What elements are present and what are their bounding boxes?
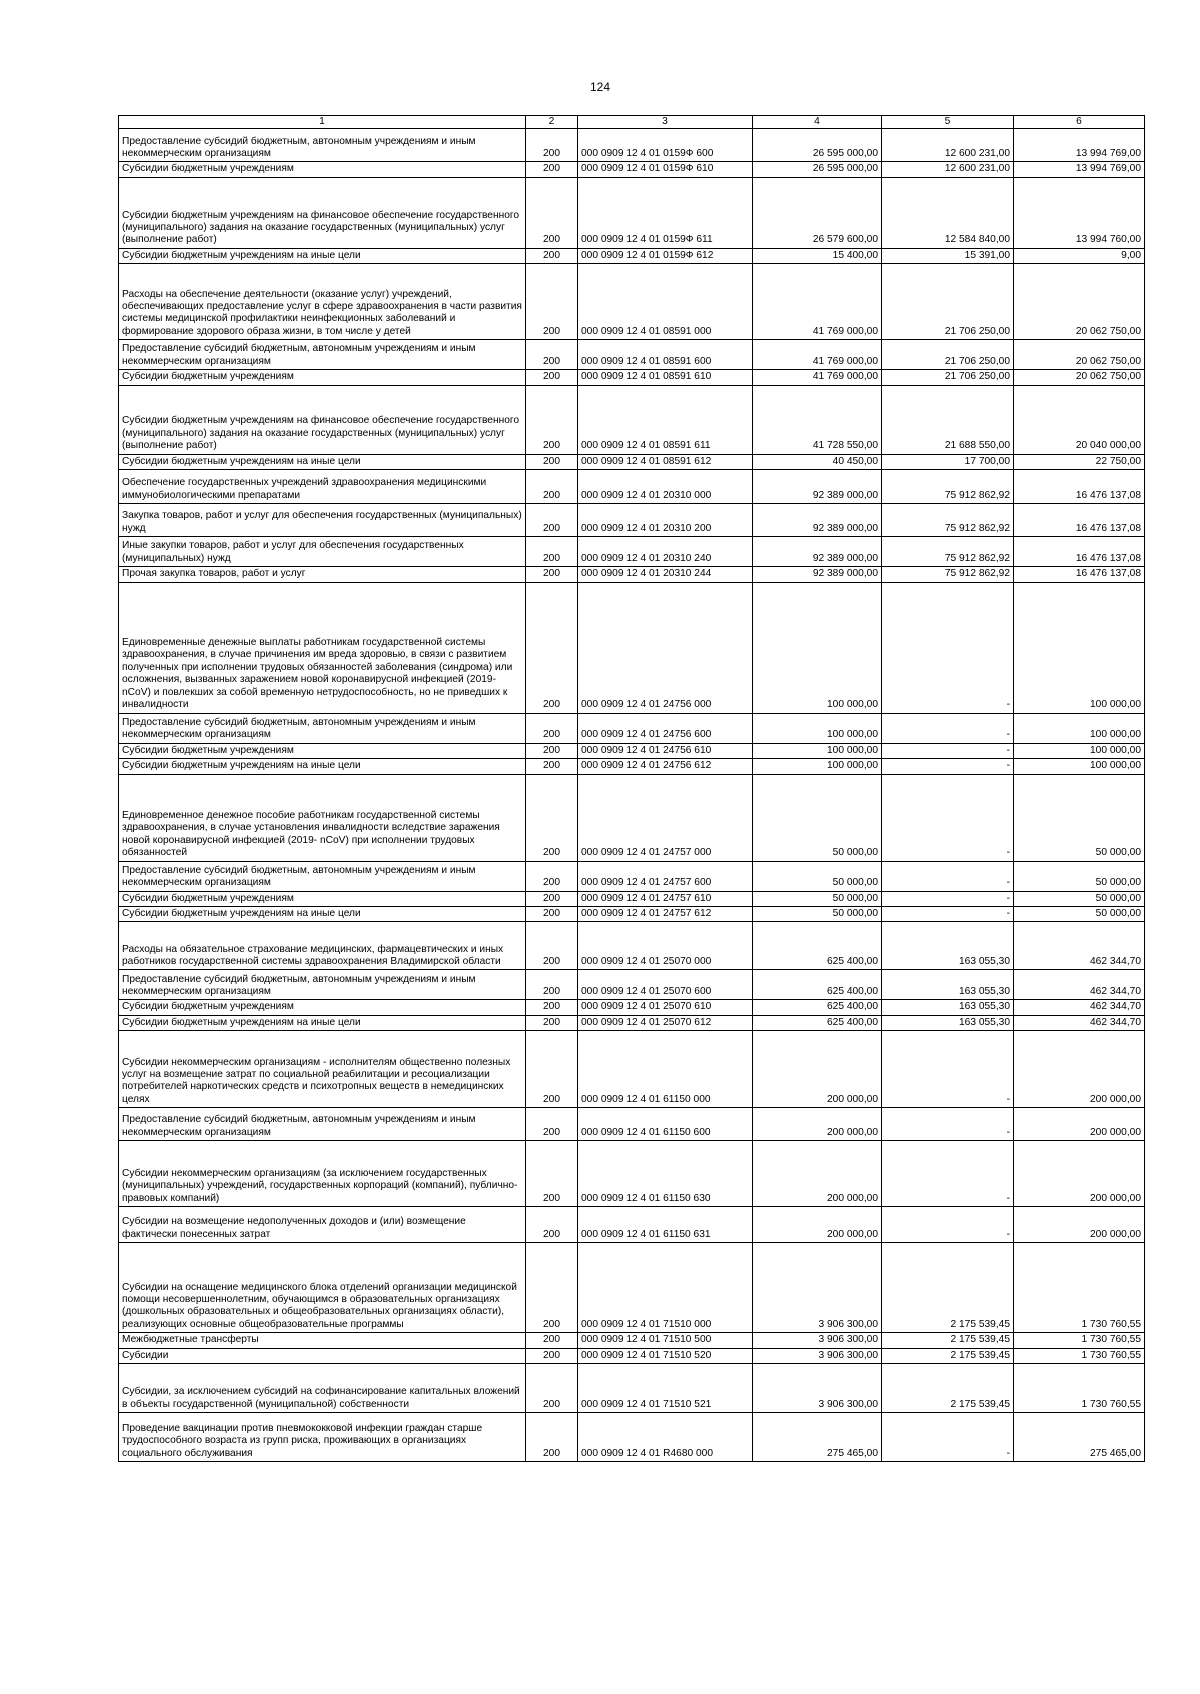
row-column5-amount-cell: 163 055,30: [882, 1015, 1014, 1030]
row-column6-amount-cell: 1 730 760,55: [1014, 1243, 1145, 1333]
row-column6-amount-cell: 13 994 769,00: [1014, 162, 1145, 177]
budget-table: [118, 115, 1145, 1462]
row-column6-amount-cell: 9,00: [1014, 248, 1145, 263]
row-column6-amount-cell: 13 994 769,00: [1014, 129, 1145, 162]
row-column6-amount-cell: 1 730 760,55: [1014, 1364, 1145, 1413]
row-column6-amount-cell: 20 062 750,00: [1014, 264, 1145, 340]
row-classification-code-cell: 000 0909 12 4 01 20310 240: [578, 537, 753, 567]
row-column5-amount-cell: 21 688 550,00: [882, 385, 1014, 454]
header-cell: 1: [119, 116, 526, 129]
row-classification-code-cell: 000 0909 12 4 01 24757 000: [578, 774, 753, 861]
row-column6-amount-cell: 22 750,00: [1014, 454, 1145, 469]
row-column4-amount-cell: 3 906 300,00: [753, 1333, 882, 1348]
row-column4-amount-cell: 50 000,00: [753, 861, 882, 891]
page-number: 124: [589, 80, 611, 94]
row-admin-code-cell: 200: [526, 1348, 578, 1363]
row-column4-amount-cell: 625 400,00: [753, 922, 882, 970]
table-row: [119, 162, 1145, 177]
row-name-cell: Прочая закупка товаров, работ и услуг: [119, 567, 526, 582]
row-admin-code-cell: 200: [526, 537, 578, 567]
row-column6-amount-cell: 16 476 137,08: [1014, 470, 1145, 504]
row-column4-amount-cell: 92 389 000,00: [753, 567, 882, 582]
row-column5-amount-cell: 163 055,30: [882, 922, 1014, 970]
row-column5-amount-cell: -: [882, 891, 1014, 906]
row-admin-code-cell: 200: [526, 582, 578, 713]
row-column6-amount-cell: 16 476 137,08: [1014, 504, 1145, 537]
table-row: [119, 1015, 1145, 1030]
row-classification-code-cell: 000 0909 12 4 01 24757 610: [578, 891, 753, 906]
row-column5-amount-cell: -: [882, 774, 1014, 861]
row-column4-amount-cell: 40 450,00: [753, 454, 882, 469]
row-admin-code-cell: 200: [526, 1000, 578, 1015]
table-row: [119, 922, 1145, 970]
row-name-cell: Субсидии бюджетным учреждениям: [119, 370, 526, 385]
row-column6-amount-cell: 462 344,70: [1014, 970, 1145, 1000]
row-admin-code-cell: 200: [526, 1364, 578, 1413]
row-column4-amount-cell: 625 400,00: [753, 1015, 882, 1030]
row-classification-code-cell: 000 0909 12 4 01 25070 000: [578, 922, 753, 970]
row-column6-amount-cell: 50 000,00: [1014, 774, 1145, 861]
table-row: [119, 1000, 1145, 1015]
table-row: [119, 1108, 1145, 1141]
table-row: [119, 177, 1145, 248]
row-classification-code-cell: 000 0909 12 4 01 0159Ф 610: [578, 162, 753, 177]
table-row: [119, 774, 1145, 861]
row-classification-code-cell: 000 0909 12 4 01 24757 600: [578, 861, 753, 891]
row-column5-amount-cell: 2 175 539,45: [882, 1243, 1014, 1333]
row-name-cell: Субсидии бюджетным учреждениям: [119, 891, 526, 906]
row-admin-code-cell: 200: [526, 861, 578, 891]
row-classification-code-cell: 000 0909 12 4 01 71510 521: [578, 1364, 753, 1413]
table-row: [119, 861, 1145, 891]
row-column6-amount-cell: 16 476 137,08: [1014, 537, 1145, 567]
row-name-cell: Предоставление субсидий бюджетным, автономным учреждениям и иным некоммерческим организациям: [119, 129, 526, 162]
row-column6-amount-cell: 50 000,00: [1014, 906, 1145, 921]
row-classification-code-cell: 000 0909 12 4 01 24756 610: [578, 743, 753, 758]
row-column5-amount-cell: 15 391,00: [882, 248, 1014, 263]
table-row: [119, 129, 1145, 162]
row-admin-code-cell: 200: [526, 713, 578, 743]
row-column5-amount-cell: 12 600 231,00: [882, 162, 1014, 177]
row-admin-code-cell: 200: [526, 906, 578, 921]
row-name-cell: Субсидии бюджетным учреждениям на иные цели: [119, 454, 526, 469]
row-classification-code-cell: 000 0909 12 4 01 24756 000: [578, 582, 753, 713]
row-column6-amount-cell: 200 000,00: [1014, 1108, 1145, 1141]
row-classification-code-cell: 000 0909 12 4 01 08591 611: [578, 385, 753, 454]
row-column6-amount-cell: 100 000,00: [1014, 759, 1145, 774]
row-name-cell: Предоставление субсидий бюджетным, автономным учреждениям и иным некоммерческим организациям: [119, 713, 526, 743]
row-classification-code-cell: 000 0909 12 4 01 25070 600: [578, 970, 753, 1000]
header-cell: 3: [578, 116, 753, 129]
row-column5-amount-cell: -: [882, 1413, 1014, 1462]
row-classification-code-cell: 000 0909 12 4 01 0159Ф 612: [578, 248, 753, 263]
row-classification-code-cell: 000 0909 12 4 01 25070 612: [578, 1015, 753, 1030]
row-admin-code-cell: 200: [526, 1031, 578, 1108]
row-name-cell: Субсидии на возмещение недополученных доходов и (или) возмещение фактически понесенных затрат: [119, 1207, 526, 1243]
row-column6-amount-cell: 200 000,00: [1014, 1031, 1145, 1108]
row-classification-code-cell: 000 0909 12 4 01 24757 612: [578, 906, 753, 921]
table-row: [119, 891, 1145, 906]
row-admin-code-cell: 200: [526, 385, 578, 454]
row-column4-amount-cell: 200 000,00: [753, 1031, 882, 1108]
row-column5-amount-cell: 12 584 840,00: [882, 177, 1014, 248]
row-name-cell: Субсидии на оснащение медицинского блока отделений организации медицинской помощи несовершеннолетним, обучающимся в образовательных организациях (дошкольных образовательных и общеобразовательных организациях области), реализующих основные общеобразовательные программы: [119, 1243, 526, 1333]
row-admin-code-cell: 200: [526, 1141, 578, 1207]
row-column4-amount-cell: 200 000,00: [753, 1141, 882, 1207]
row-admin-code-cell: 200: [526, 177, 578, 248]
row-name-cell: Предоставление субсидий бюджетным, автономным учреждениям и иным некоммерческим организациям: [119, 970, 526, 1000]
row-classification-code-cell: 000 0909 12 4 01 61150 631: [578, 1207, 753, 1243]
table-row: [119, 567, 1145, 582]
row-column5-amount-cell: -: [882, 1141, 1014, 1207]
row-column5-amount-cell: -: [882, 713, 1014, 743]
row-admin-code-cell: 200: [526, 759, 578, 774]
row-column6-amount-cell: 1 730 760,55: [1014, 1333, 1145, 1348]
row-name-cell: Единовременное денежное пособие работникам государственной системы здравоохранения, в случае установления инвалидности вследствие заражения новой коронавирусной инфекцией (2019- nCoV) при исполнении трудовых обязанностей: [119, 774, 526, 861]
row-column5-amount-cell: 21 706 250,00: [882, 264, 1014, 340]
row-column6-amount-cell: 100 000,00: [1014, 582, 1145, 713]
row-name-cell: Субсидии бюджетным учреждениям: [119, 162, 526, 177]
row-classification-code-cell: 000 0909 12 4 01 71510 500: [578, 1333, 753, 1348]
row-admin-code-cell: 200: [526, 1243, 578, 1333]
row-name-cell: Субсидии бюджетным учреждениям на финансовое обеспечение государственного (муниципального) задания на оказание государственных (муниципальных) услуг (выполнение работ): [119, 385, 526, 454]
row-admin-code-cell: 200: [526, 1413, 578, 1462]
row-column5-amount-cell: 17 700,00: [882, 454, 1014, 469]
row-column4-amount-cell: 50 000,00: [753, 774, 882, 861]
row-classification-code-cell: 000 0909 12 4 01 08591 610: [578, 370, 753, 385]
table-row: [119, 1141, 1145, 1207]
table-row: [119, 1207, 1145, 1243]
row-column4-amount-cell: 26 595 000,00: [753, 129, 882, 162]
row-column6-amount-cell: 20 062 750,00: [1014, 340, 1145, 370]
row-name-cell: Проведение вакцинации против пневмококковой инфекции граждан старше трудоспособного возраста из групп риска, проживающих в организациях социального обслуживания: [119, 1413, 526, 1462]
row-classification-code-cell: 000 0909 12 4 01 24756 600: [578, 713, 753, 743]
table-row: [119, 370, 1145, 385]
row-column5-amount-cell: -: [882, 861, 1014, 891]
row-column5-amount-cell: 163 055,30: [882, 1000, 1014, 1015]
row-classification-code-cell: 000 0909 12 4 01 25070 610: [578, 1000, 753, 1015]
table-row: [119, 743, 1145, 758]
row-column6-amount-cell: 20 062 750,00: [1014, 370, 1145, 385]
row-column4-amount-cell: 26 579 600,00: [753, 177, 882, 248]
row-column6-amount-cell: 462 344,70: [1014, 1015, 1145, 1030]
row-admin-code-cell: 200: [526, 1108, 578, 1141]
row-column5-amount-cell: 2 175 539,45: [882, 1364, 1014, 1413]
header-cell: 2: [526, 116, 578, 129]
row-admin-code-cell: 200: [526, 470, 578, 504]
row-classification-code-cell: 000 0909 12 4 01 61150 000: [578, 1031, 753, 1108]
row-column4-amount-cell: 92 389 000,00: [753, 470, 882, 504]
row-admin-code-cell: 200: [526, 370, 578, 385]
table-row: [119, 504, 1145, 537]
row-column4-amount-cell: 92 389 000,00: [753, 504, 882, 537]
row-column6-amount-cell: 100 000,00: [1014, 713, 1145, 743]
row-column6-amount-cell: 1 730 760,55: [1014, 1348, 1145, 1363]
row-name-cell: Закупка товаров, работ и услуг для обеспечения государственных (муниципальных) нужд: [119, 504, 526, 537]
row-admin-code-cell: 200: [526, 743, 578, 758]
row-column5-amount-cell: 75 912 862,92: [882, 470, 1014, 504]
row-name-cell: Межбюджетные трансферты: [119, 1333, 526, 1348]
row-column6-amount-cell: 200 000,00: [1014, 1141, 1145, 1207]
row-column6-amount-cell: 20 040 000,00: [1014, 385, 1145, 454]
table-row: [119, 1348, 1145, 1363]
table-row: [119, 759, 1145, 774]
row-column4-amount-cell: 50 000,00: [753, 891, 882, 906]
row-column6-amount-cell: 275 465,00: [1014, 1413, 1145, 1462]
row-column4-amount-cell: 41 769 000,00: [753, 370, 882, 385]
table-header-row: [119, 116, 1145, 129]
row-classification-code-cell: 000 0909 12 4 01 71510 520: [578, 1348, 753, 1363]
row-classification-code-cell: 000 0909 12 4 01 20310 000: [578, 470, 753, 504]
row-column6-amount-cell: 13 994 760,00: [1014, 177, 1145, 248]
row-name-cell: Субсидии бюджетным учреждениям: [119, 743, 526, 758]
row-name-cell: Расходы на обеспечение деятельности (оказание услуг) учреждений, обеспечивающих предоставление услуг в сфере здравоохранения в части развития системы медицинской профилактики неинфекционных заболеваний и формирование здорового образа жизни, в том числе у детей: [119, 264, 526, 340]
row-name-cell: Субсидии бюджетным учреждениям на иные цели: [119, 248, 526, 263]
row-admin-code-cell: 200: [526, 922, 578, 970]
row-column4-amount-cell: 625 400,00: [753, 1000, 882, 1015]
row-name-cell: Субсидии некоммерческим организациям - исполнителям общественно полезных услуг на возмещение затрат по социальной реабилитации и ресоциализации потребителей наркотических средств и психотропных веществ в немедицинских целях: [119, 1031, 526, 1108]
row-column4-amount-cell: 41 769 000,00: [753, 264, 882, 340]
row-classification-code-cell: 000 0909 12 4 01 0159Ф 600: [578, 129, 753, 162]
row-column4-amount-cell: 100 000,00: [753, 582, 882, 713]
row-classification-code-cell: 000 0909 12 4 01 08591 612: [578, 454, 753, 469]
row-name-cell: Субсидии бюджетным учреждениям на иные цели: [119, 906, 526, 921]
row-admin-code-cell: 200: [526, 970, 578, 1000]
row-name-cell: Предоставление субсидий бюджетным, автономным учреждениям и иным некоммерческим организациям: [119, 1108, 526, 1141]
row-column5-amount-cell: 163 055,30: [882, 970, 1014, 1000]
table-row: [119, 248, 1145, 263]
row-admin-code-cell: 200: [526, 1333, 578, 1348]
row-admin-code-cell: 200: [526, 567, 578, 582]
row-column4-amount-cell: 3 906 300,00: [753, 1348, 882, 1363]
table-body: [119, 129, 1145, 1462]
row-admin-code-cell: 200: [526, 129, 578, 162]
row-classification-code-cell: 000 0909 12 4 01 20310 244: [578, 567, 753, 582]
row-column5-amount-cell: -: [882, 906, 1014, 921]
row-column4-amount-cell: 50 000,00: [753, 906, 882, 921]
row-admin-code-cell: 200: [526, 891, 578, 906]
row-name-cell: Субсидии бюджетным учреждениям на финансовое обеспечение государственного (муниципального) задания на оказание государственных (муниципальных) услуг (выполнение работ): [119, 177, 526, 248]
row-column4-amount-cell: 100 000,00: [753, 713, 882, 743]
row-column6-amount-cell: 50 000,00: [1014, 861, 1145, 891]
row-admin-code-cell: 200: [526, 454, 578, 469]
table-row: [119, 713, 1145, 743]
row-name-cell: Субсидии бюджетным учреждениям на иные цели: [119, 759, 526, 774]
table-row: [119, 454, 1145, 469]
header-cell: 4: [753, 116, 882, 129]
row-name-cell: Субсидии бюджетным учреждениям: [119, 1000, 526, 1015]
row-name-cell: Субсидии: [119, 1348, 526, 1363]
row-name-cell: Предоставление субсидий бюджетным, автономным учреждениям и иным некоммерческим организациям: [119, 861, 526, 891]
table-row: [119, 1243, 1145, 1333]
row-column6-amount-cell: 200 000,00: [1014, 1207, 1145, 1243]
row-admin-code-cell: 200: [526, 248, 578, 263]
row-column4-amount-cell: 100 000,00: [753, 759, 882, 774]
row-column4-amount-cell: 275 465,00: [753, 1413, 882, 1462]
row-column4-amount-cell: 41 728 550,00: [753, 385, 882, 454]
row-name-cell: Субсидии некоммерческим организациям (за исключением государственных (муниципальных) учреждений, государственных корпораций (компаний), публично-правовых компаний): [119, 1141, 526, 1207]
table-row: [119, 470, 1145, 504]
row-column6-amount-cell: 16 476 137,08: [1014, 567, 1145, 582]
row-column4-amount-cell: 92 389 000,00: [753, 537, 882, 567]
table-row: [119, 385, 1145, 454]
header-cell: 6: [1014, 116, 1145, 129]
row-admin-code-cell: 200: [526, 162, 578, 177]
row-column5-amount-cell: 21 706 250,00: [882, 370, 1014, 385]
row-classification-code-cell: 000 0909 12 4 01 61150 600: [578, 1108, 753, 1141]
row-column5-amount-cell: -: [882, 1108, 1014, 1141]
table-row: [119, 1364, 1145, 1413]
row-column5-amount-cell: -: [882, 1207, 1014, 1243]
row-admin-code-cell: 200: [526, 340, 578, 370]
table-row: [119, 340, 1145, 370]
row-column5-amount-cell: 75 912 862,92: [882, 537, 1014, 567]
row-classification-code-cell: 000 0909 12 4 01 24756 612: [578, 759, 753, 774]
table-row: [119, 906, 1145, 921]
row-classification-code-cell: 000 0909 12 4 01 08591 600: [578, 340, 753, 370]
row-classification-code-cell: 000 0909 12 4 01 61150 630: [578, 1141, 753, 1207]
table-row: [119, 537, 1145, 567]
row-name-cell: Предоставление субсидий бюджетным, автономным учреждениям и иным некоммерческим организациям: [119, 340, 526, 370]
row-column5-amount-cell: 75 912 862,92: [882, 567, 1014, 582]
row-column5-amount-cell: 12 600 231,00: [882, 129, 1014, 162]
row-classification-code-cell: 000 0909 12 4 01 08591 000: [578, 264, 753, 340]
table-row: [119, 264, 1145, 340]
row-column6-amount-cell: 462 344,70: [1014, 922, 1145, 970]
row-admin-code-cell: 200: [526, 1015, 578, 1030]
row-column5-amount-cell: 2 175 539,45: [882, 1348, 1014, 1363]
table-row: [119, 1333, 1145, 1348]
row-admin-code-cell: 200: [526, 774, 578, 861]
row-column4-amount-cell: 3 906 300,00: [753, 1364, 882, 1413]
row-column6-amount-cell: 50 000,00: [1014, 891, 1145, 906]
row-name-cell: Расходы на обязательное страхование медицинских, фармацевтических и иных работников государственной системы здравоохранения Владимирской области: [119, 922, 526, 970]
row-name-cell: Субсидии бюджетным учреждениям на иные цели: [119, 1015, 526, 1030]
row-column4-amount-cell: 15 400,00: [753, 248, 882, 263]
table-row: [119, 1413, 1145, 1462]
header-cell: 5: [882, 116, 1014, 129]
table-row: [119, 582, 1145, 713]
row-column4-amount-cell: 625 400,00: [753, 970, 882, 1000]
row-column4-amount-cell: 41 769 000,00: [753, 340, 882, 370]
row-column4-amount-cell: 200 000,00: [753, 1207, 882, 1243]
row-column4-amount-cell: 26 595 000,00: [753, 162, 882, 177]
row-classification-code-cell: 000 0909 12 4 01 R4680 000: [578, 1413, 753, 1462]
row-column5-amount-cell: -: [882, 1031, 1014, 1108]
row-column4-amount-cell: 100 000,00: [753, 743, 882, 758]
row-column5-amount-cell: 2 175 539,45: [882, 1333, 1014, 1348]
row-column5-amount-cell: -: [882, 759, 1014, 774]
row-classification-code-cell: 000 0909 12 4 01 71510 000: [578, 1243, 753, 1333]
row-classification-code-cell: 000 0909 12 4 01 20310 200: [578, 504, 753, 537]
row-admin-code-cell: 200: [526, 264, 578, 340]
row-column6-amount-cell: 100 000,00: [1014, 743, 1145, 758]
row-column4-amount-cell: 3 906 300,00: [753, 1243, 882, 1333]
row-column6-amount-cell: 462 344,70: [1014, 1000, 1145, 1015]
row-column5-amount-cell: -: [882, 743, 1014, 758]
row-name-cell: Субсидии, за исключением субсидий на софинансирование капитальных вложений в объекты государственной (муниципальной) собственности: [119, 1364, 526, 1413]
row-column4-amount-cell: 200 000,00: [753, 1108, 882, 1141]
row-name-cell: Обеспечение государственных учреждений здравоохранения медицинскими иммунобиологическими препаратами: [119, 470, 526, 504]
row-column5-amount-cell: 21 706 250,00: [882, 340, 1014, 370]
row-name-cell: Иные закупки товаров, работ и услуг для обеспечения государственных (муниципальных) нужд: [119, 537, 526, 567]
row-column5-amount-cell: -: [882, 582, 1014, 713]
table-row: [119, 1031, 1145, 1108]
row-classification-code-cell: 000 0909 12 4 01 0159Ф 611: [578, 177, 753, 248]
row-column5-amount-cell: 75 912 862,92: [882, 504, 1014, 537]
table-row: [119, 970, 1145, 1000]
row-admin-code-cell: 200: [526, 504, 578, 537]
row-admin-code-cell: 200: [526, 1207, 578, 1243]
row-name-cell: Единовременные денежные выплаты работникам государственной системы здравоохранения, в случае причинения им вреда здоровью, в связи с развитием полученных при исполнении трудовых обязанностей заболевания (синдрома) или осложнения, вызванных заражением новой коронавирусной инфекцией (2019- nCoV) и повлекших за собой временную нетрудоспособность, но не приведших к инвалидности: [119, 582, 526, 713]
